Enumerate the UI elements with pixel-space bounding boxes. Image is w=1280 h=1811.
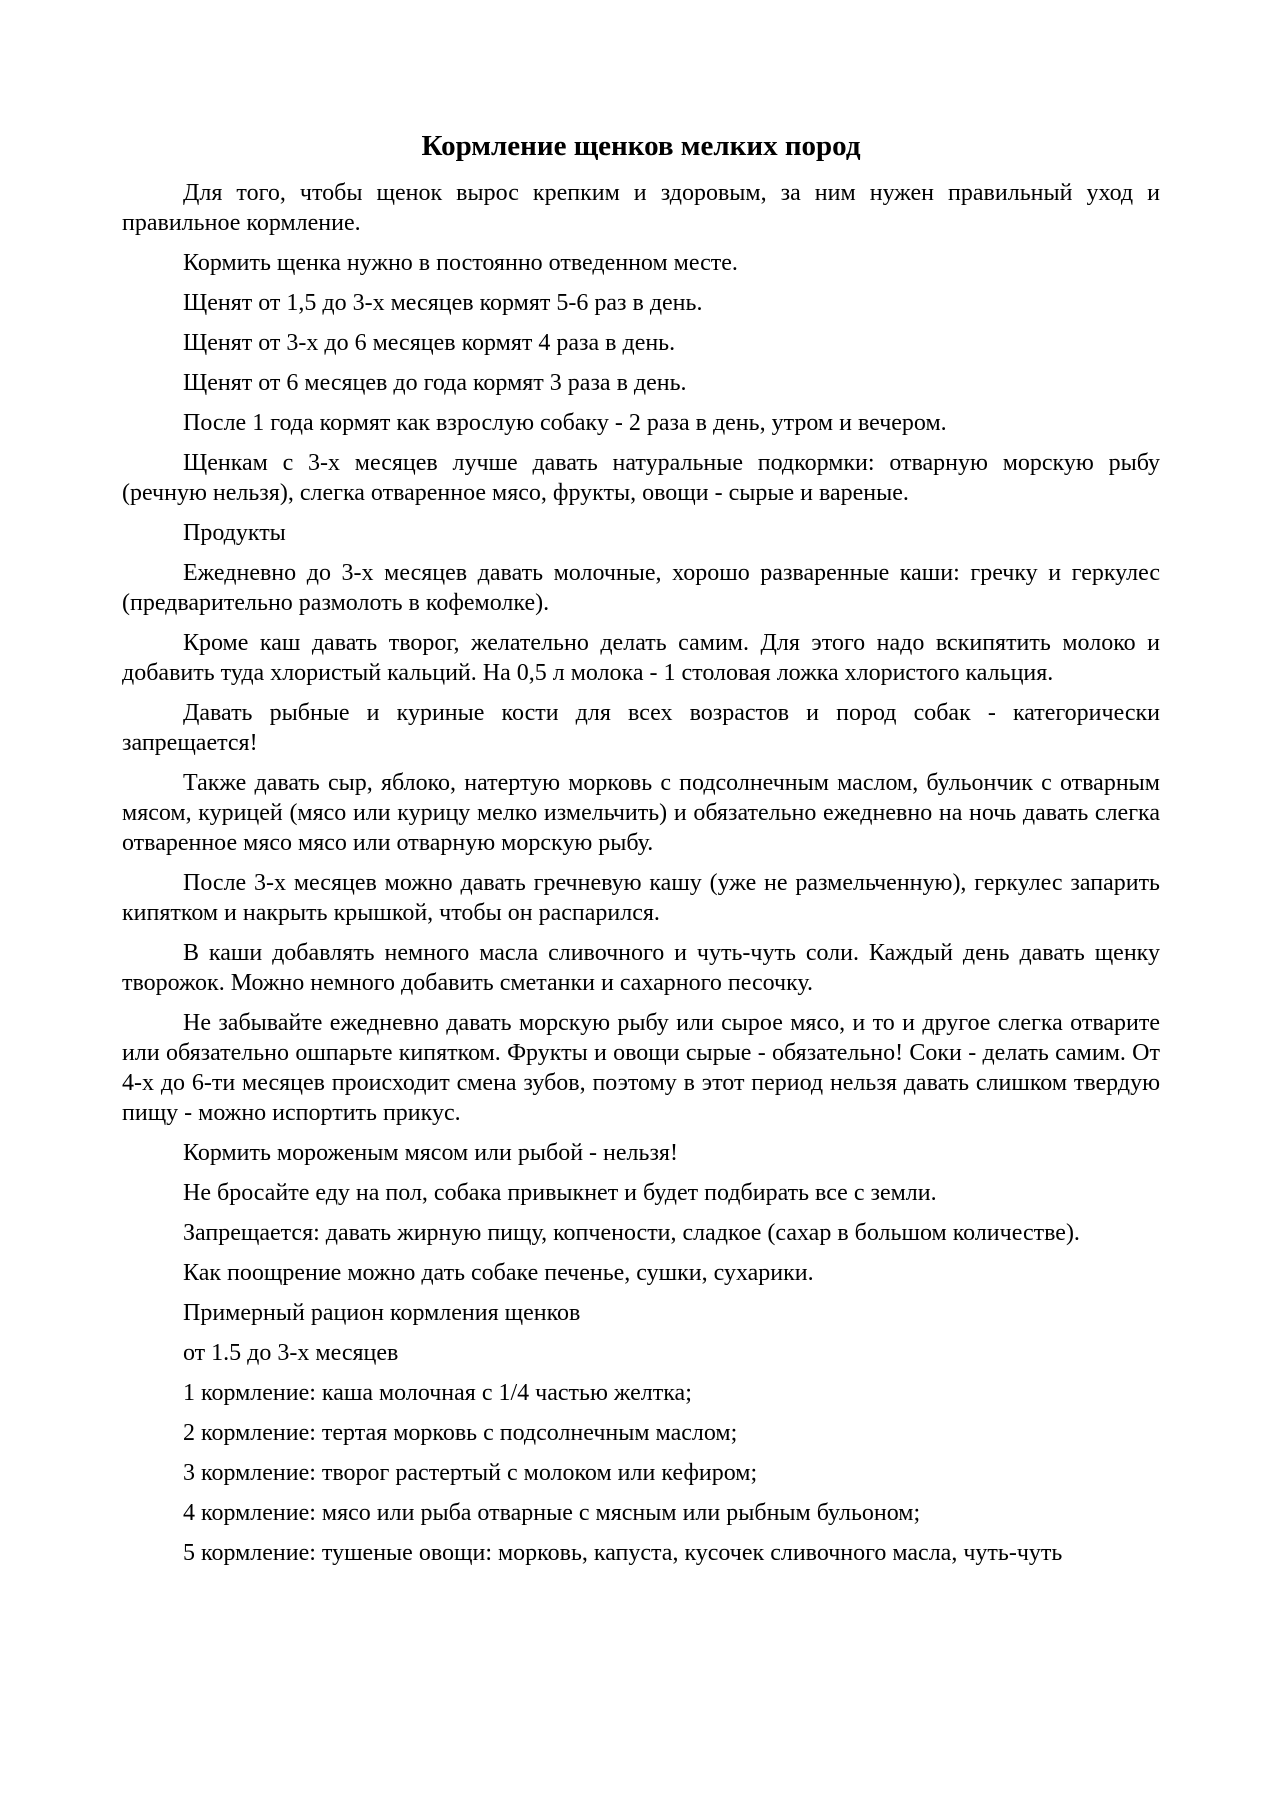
paragraph-cottage-cheese: Кроме каш давать творог, желательно делать самим. Для этого надо вскипятить молоко и добавить туда хлористый кальций. На 0,5 л молока - 1 столовая ложка хлористого кальция. bbox=[122, 630, 1160, 686]
paragraph-schedule-1-5-to-3-months: Щенят от 1,5 до 3-х месяцев кормят 5-6 раз в день. bbox=[183, 290, 703, 316]
paragraph-products-heading: Продукты bbox=[183, 520, 286, 546]
paragraph-bones-warning: Давать рыбные и куриные кости для всех возрастов и пород собак - категорически запрещается! bbox=[122, 700, 1160, 756]
paragraph-feeding-3: 3 кормление: творог растертый с молоком или кефиром; bbox=[183, 1460, 758, 1486]
paragraph-schedule-3-to-6-months: Щенят от 3-х до 6 месяцев кормят 4 раза в день. bbox=[183, 330, 676, 356]
paragraph-ration-heading: Примерный рацион кормления щенков bbox=[183, 1300, 581, 1326]
paragraph-intro: Для того, чтобы щенок вырос крепким и здоровым, за ним нужен правильный уход и правильное кормление. bbox=[122, 180, 1160, 236]
document-body bbox=[122, 123, 1160, 1568]
paragraph-daily-fish-meat: Не забывайте ежедневно давать морскую рыбу или сырое мясо, и то и другое слегка отварите или обязательно ошпарьте кипятком. Фрукты и овощи сырые - обязательно! Соки - делать самим. От 4-х до 6-ти месяцев происходит смена зубов, поэтому в этот период нельзя давать слишком твердую пищу - можно испортить прикус. bbox=[122, 1010, 1160, 1126]
paragraph-prohibited-foods: Запрещается: давать жирную пищу, копчености, сладкое (сахар в большом количестве). bbox=[183, 1220, 1080, 1246]
paragraph-treats: Как поощрение можно дать собаке печенье, сушки, сухарики. bbox=[183, 1260, 814, 1286]
paragraph-frozen-food-warning: Кормить мороженым мясом или рыбой - нельзя! bbox=[183, 1140, 678, 1166]
document-title: Кормление щенков мелких пород bbox=[421, 130, 861, 162]
paragraph-feeding-1: 1 кормление: каша молочная с 1/4 частью желтка; bbox=[183, 1380, 692, 1406]
paragraph-feeding-place: Кормить щенка нужно в постоянно отведенном месте. bbox=[183, 250, 738, 276]
paragraph-ration-age-range: от 1.5 до 3-х месяцев bbox=[183, 1340, 399, 1366]
paragraph-after-3-months: После 3-х месяцев можно давать гречневую кашу (уже не размельченную), геркулес запарить кипятком и накрыть крышкой, чтобы он распарился. bbox=[122, 870, 1160, 926]
paragraph-schedule-6-to-12-months: Щенят от 6 месяцев до года кормят 3 раза в день. bbox=[183, 370, 687, 396]
paragraph-schedule-adult: После 1 года кормят как взрослую собаку - 2 раза в день, утром и вечером. bbox=[183, 410, 947, 436]
paragraph-additional-foods: Также давать сыр, яблоко, натертую морковь с подсолнечным маслом, бульончик с отварным мясом, курицей (мясо или курицу мелко измельчить) и обязательно ежедневно на ночь давать слегка отваренное мясо мясо или отварную морскую рыбу. bbox=[122, 770, 1160, 856]
paragraph-feeding-4: 4 кормление: мясо или рыба отварные с мясным или рыбным бульоном; bbox=[183, 1500, 921, 1526]
paragraph-feeding-2: 2 кормление: тертая морковь с подсолнечным маслом; bbox=[183, 1420, 738, 1446]
paragraph-natural-supplements: Щенкам с 3-х месяцев лучше давать натуральные подкормки: отварную морскую рыбу (речную нельзя), слегка отваренное мясо, фрукты, овощи - сырые и вареные. bbox=[122, 450, 1160, 506]
paragraph-floor-warning: Не бросайте еду на пол, собака привыкнет и будет подбирать все с земли. bbox=[183, 1180, 937, 1206]
paragraph-porridge-additions: В каши добавлять немного масла сливочного и чуть-чуть соли. Каждый день давать щенку творожок. Можно немного добавить сметанки и сахарного песочку. bbox=[122, 940, 1160, 996]
paragraph-feeding-5: 5 кормление: тушеные овощи: морковь, капуста, кусочек сливочного масла, чуть-чуть bbox=[183, 1540, 1063, 1566]
paragraph-daily-porridge: Ежедневно до 3-х месяцев давать молочные, хорошо разваренные каши: гречку и геркулес (предварительно размолоть в кофемолке). bbox=[122, 560, 1160, 616]
